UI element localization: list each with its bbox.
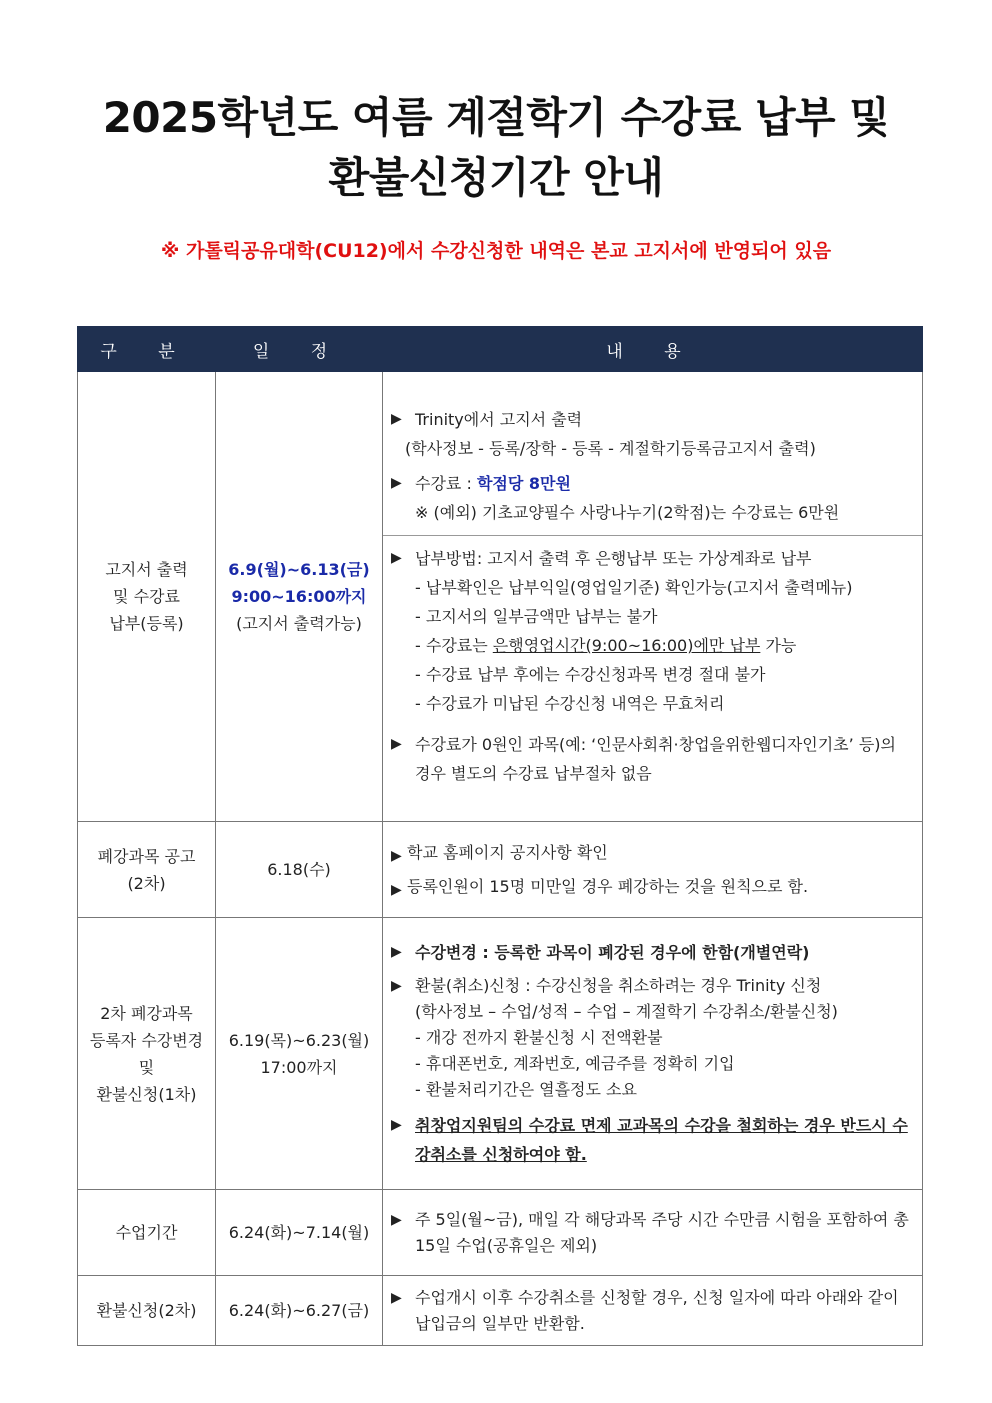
row2-content: ▶ 학교 홈페이지 공지사항 확인 ▶ 등록인원이 15명 미만일 경우 폐강하는 것을 원칙으로 함.	[383, 822, 923, 918]
row4-schedule: 6.24(화)~7.14(월)	[216, 1190, 383, 1276]
table-row	[78, 1190, 923, 1276]
row3-category: 2차 폐강과목 등록자 수강변경 및 환불신청(1차)	[78, 918, 216, 1190]
schedule-table	[77, 326, 923, 1346]
row1-content: ▶ Trinity에서 고지서 출력 (학사정보 - 등록/장학 - 등록 - 계절학기등록금고지서 출력) ▶ 수강료 : 학점당 8만원 ※ (예외) 기초교양필수 사랑나누기(2학점)는 수강료는 6만원 ▶ 납부방법: 고지서 출력 후 은행납부 또는 가상계좌로 납부 - 납부확인은 납부익일(영업일기준) 확인가능(고지서 출력메뉴) - 고지서의 일부금액만 납부는 불가 - 수강료는 은행영업시간(9:00~16:00)에만 납부 가능 - 수강료 납부 후에는 수강신청과목 변경 절대 불가 - 수강료가 미납된 수강신청 내역은 무효처리 ▶ 수강료가 0원인 과목(예: ‘인문사회취·창업을위한웹디자인기초’ 등)의 경우 별도의 수강료 납부절차 없음	[383, 372, 923, 822]
bullet-triangle-icon: ▶	[391, 411, 402, 427]
row5-category: 환불신청(2차)	[78, 1276, 216, 1346]
row1-category: 고지서 출력 및 수강료 납부(등록)	[78, 372, 216, 822]
table-row	[78, 1276, 923, 1346]
table-row	[78, 822, 923, 918]
row1-schedule: 6.9(월)~6.13(금) 9:00~16:00까지 (고지서 출력가능)	[216, 372, 383, 822]
row4-content: ▶ 주 5일(월~금), 매일 각 해당과목 주당 시간 수만큼 시험을 포함하여 총 15일 수업(공휴일은 제외)	[383, 1190, 923, 1276]
bullet-triangle-icon: ▶	[391, 847, 402, 864]
table-header-row	[78, 327, 923, 372]
row5-schedule: 6.24(화)~6.27(금)	[216, 1276, 383, 1346]
bullet-triangle-icon: ▶	[391, 1289, 402, 1306]
row2-category: 폐강과목 공고 (2차)	[78, 822, 216, 918]
table-row	[78, 372, 923, 822]
bullet-triangle-icon: ▶	[391, 550, 402, 566]
bullet-triangle-icon: ▶	[391, 978, 402, 994]
title-line-2: 환불신청기간 안내	[328, 153, 664, 202]
row4-category: 수업기간	[78, 1190, 216, 1276]
row3-schedule: 6.19(목)~6.23(월) 17:00까지	[216, 918, 383, 1190]
bullet-triangle-icon: ▶	[391, 1211, 402, 1228]
row2-schedule: 6.18(수)	[216, 822, 383, 918]
bullet-triangle-icon: ▶	[391, 881, 402, 898]
header-schedule: 일 정	[216, 327, 383, 372]
bullet-triangle-icon: ▶	[391, 1117, 402, 1133]
bullet-triangle-icon: ▶	[391, 475, 402, 491]
header-category: 구 분	[78, 327, 216, 372]
document-title	[60, 88, 932, 208]
row3-content: ▶ 수강변경 : 등록한 과목이 폐강된 경우에 한함(개별연락) ▶ 환불(취소)신청 : 수강신청을 취소하려는 경우 Trinity 신청 (학사정보 – 수업/성적 – 수업 – 계절학기 수강취소/환불신청) - 개강 전까지 환불신청 시 전액환불 - 휴대폰번호, 계좌번호, 예금주를 정확히 기입 - 환불처리기간은 열흘정도 소요 ▶ 취창업지원팀의 수강료 면제 교과목의 수강을 철회하는 경우 반드시 수강취소를 신청하여야 함.	[383, 918, 923, 1190]
bullet-triangle-icon: ▶	[391, 736, 402, 752]
title-line-1: 2025학년도 여름 계절학기 수강료 납부 및	[102, 93, 890, 142]
notice-text: ※ 가톨릭공유대학(CU12)에서 수강신청한 내역은 본교 고지서에 반영되어 있음	[160, 240, 832, 262]
row5-content: ▶ 수업개시 이후 수강취소를 신청할 경우, 신청 일자에 따라 아래와 같이 납입금의 일부만 반환함.	[383, 1276, 923, 1346]
header-content: 내 용	[383, 327, 923, 372]
bullet-triangle-icon: ▶	[391, 944, 402, 960]
table-row	[78, 918, 923, 1190]
